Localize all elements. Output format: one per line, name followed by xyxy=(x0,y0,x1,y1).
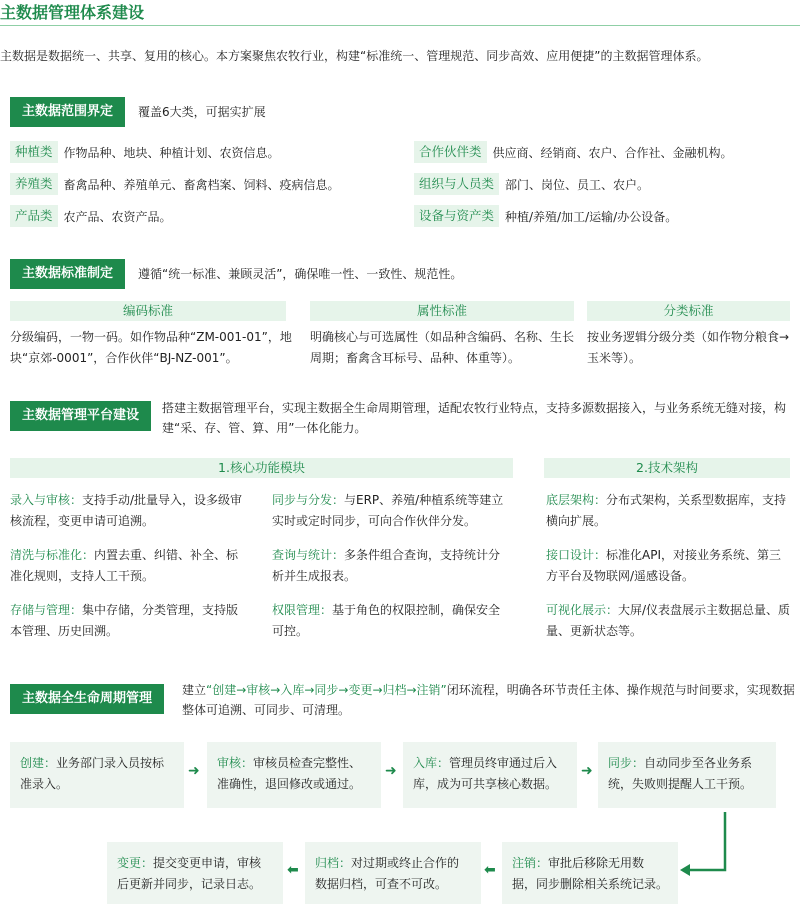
flow-step-review xyxy=(207,742,381,808)
scope-text: 作物品种、地块、种植计划、农资信息。 xyxy=(63,145,280,160)
core-module-item xyxy=(10,490,246,532)
core-module-key: 录入与审核： xyxy=(10,493,83,507)
scope-tag: 产品类 xyxy=(10,205,58,227)
core-module-item xyxy=(272,490,512,532)
arrow-right-icon: ➜ xyxy=(385,763,397,779)
scope-text: 种植/养殖/加工/运输/办公设备。 xyxy=(505,209,678,224)
standard-col-text: 按业务逻辑分级分类（如作物分粮食→玉米等）。 xyxy=(587,330,790,365)
flow-step-value: 自动同步至各业务系统，失败则提醒人工干预。 xyxy=(608,756,753,791)
flow-step-key: 创建： xyxy=(20,756,57,770)
lifecycle-flow: “创建→审核→入库→同步→变更→归档→注销” xyxy=(206,683,447,697)
flow-step-deregister xyxy=(502,842,678,904)
scope-tag: 养殖类 xyxy=(10,173,58,195)
tech-item xyxy=(546,490,792,532)
title-divider xyxy=(0,25,800,26)
standard-col-text: 明确核心与可选属性（如品种含编码、名称、生长周期；畜禽含耳标号、品种、体重等）。 xyxy=(310,330,575,365)
arrow-right-icon: ➜ xyxy=(581,763,593,779)
flow-step-key: 入库： xyxy=(413,756,450,770)
tech-item xyxy=(546,545,792,587)
flow-step-store xyxy=(403,742,577,808)
scope-tag: 合作伙伴类 xyxy=(414,141,487,163)
scope-heading: 主数据范围界定 xyxy=(10,97,125,127)
arrow-right-icon: ➜ xyxy=(188,763,200,779)
standard-desc: 遵循“统一标准、兼顾灵活”，确保唯一性、一致性、规范性。 xyxy=(138,267,463,281)
core-module-key: 权限管理： xyxy=(272,603,333,617)
core-module-value: 支持手动/批量导入，设多级审核流程，变更申请可追溯。 xyxy=(10,493,243,528)
lifecycle-desc-pre: 建立 xyxy=(182,683,207,697)
page-title: 主数据管理体系建设 xyxy=(0,3,145,22)
core-modules-title: 1.核心功能模块 xyxy=(10,458,513,478)
scope-tag: 组织与人员类 xyxy=(414,173,499,195)
scope-desc: 覆盖6大类，可据实扩展 xyxy=(138,105,266,119)
core-module-item xyxy=(10,600,246,642)
tech-key: 可视化展示： xyxy=(546,603,619,617)
flow-step-key: 变更： xyxy=(117,856,154,870)
scope-item xyxy=(10,173,340,195)
flow-step-archive xyxy=(305,842,481,904)
platform-desc: 搭建主数据管理平台，实现主数据全生命周期管理，适配农牧行业特点，支持多源数据接入，与业务系统无缝对接，构建“采、存、管、算、用”一体化能力。 xyxy=(162,401,787,435)
tech-value: 标准化API，对接业务系统、第三方平台及物联网/遥感设备。 xyxy=(546,548,782,583)
arrow-left-icon: ⬅ xyxy=(484,862,496,878)
scope-text: 供应商、经销商、农户、合作社、金融机构。 xyxy=(492,145,733,160)
flow-step-value: 提交变更申请，审核后更新并同步，记录日志。 xyxy=(117,856,262,891)
core-module-key: 清洗与标准化： xyxy=(10,548,95,562)
scope-text: 畜禽品种、养殖单元、畜禽档案、饲料、疫病信息。 xyxy=(63,177,340,192)
intro-text: 主数据是数据统一、共享、复用的核心。本方案聚焦农牧行业，构建“标准统一、管理规范、同步高效、应用便捷”的主数据管理体系。 xyxy=(0,49,709,63)
flow-step-key: 同步： xyxy=(608,756,645,770)
flow-step-value: 审批后移除无用数据，同步删除相关系统记录。 xyxy=(512,856,669,891)
lifecycle-desc xyxy=(182,680,796,720)
lifecycle-heading: 主数据全生命周期管理 xyxy=(10,684,164,714)
core-module-key: 查询与统计： xyxy=(272,548,345,562)
flow-step-value: 业务部门录入员按标准录入。 xyxy=(20,756,165,791)
scope-item xyxy=(10,141,280,163)
core-module-value: 基于角色的权限控制，确保安全可控。 xyxy=(272,603,501,638)
scope-text: 部门、岗位、员工、农户。 xyxy=(505,177,650,192)
flow-step-key: 审核： xyxy=(217,756,254,770)
flow-step-value: 管理员终审通过后入库，成为可共享核心数据。 xyxy=(413,756,558,791)
core-module-value: 集中存储，分类管理，支持版本管理、历史回溯。 xyxy=(10,603,239,638)
flow-step-create xyxy=(10,742,184,808)
flow-step-sync xyxy=(598,742,776,808)
core-module-item xyxy=(272,600,512,642)
scope-item xyxy=(414,173,649,195)
flow-step-key: 归档： xyxy=(315,856,352,870)
tech-value: 大屏/仪表盘展示主数据总量、质量、更新状态等。 xyxy=(546,603,791,638)
flow-step-value: 对过期或终止合作的数据归档，可查不可改。 xyxy=(315,856,460,891)
scope-tag: 种植类 xyxy=(10,141,58,163)
core-module-value: 多条件组合查询，支持统计分析并生成报表。 xyxy=(272,548,501,583)
scope-item xyxy=(10,205,172,227)
tech-value: 分布式架构，关系型数据库，支持横向扩展。 xyxy=(546,493,787,528)
arrow-left-icon: ⬅ xyxy=(287,862,299,878)
scope-tag: 设备与资产类 xyxy=(414,205,499,227)
scope-text: 农产品、农资产品。 xyxy=(63,209,172,224)
core-module-item xyxy=(10,545,246,587)
tech-key: 接口设计： xyxy=(546,548,607,562)
standard-col-text: 分级编码，一物一码。如作物品种“ZM-001-01”，地块“京郊-0001”，合作伙伴“BJ-NZ-001”。 xyxy=(10,330,292,365)
standard-col-title: 属性标准 xyxy=(310,301,574,321)
standard-col-title: 分类标准 xyxy=(587,301,790,321)
core-module-key: 同步与分发： xyxy=(272,493,345,507)
core-module-value: 与ERP、养殖/种植系统等建立实时或定时同步，可向合作伙伴分发。 xyxy=(272,493,504,528)
tech-arch-title: 2.技术架构 xyxy=(544,458,790,478)
flow-step-key: 注销： xyxy=(512,856,549,870)
lifecycle-desc-post: 闭环流程，明确各环节责任主体、操作规范与时间要求，实现数据整体可追溯、可同步、可清理。 xyxy=(182,683,795,717)
tech-item xyxy=(546,600,792,642)
core-module-value: 内置去重、纠错、补全、标准化规则，支持人工干预。 xyxy=(10,548,239,583)
flow-step-value: 审核员检查完整性、准确性，退回修改或通过。 xyxy=(217,756,362,791)
standard-heading: 主数据标准制定 xyxy=(10,259,125,289)
core-module-key: 存储与管理： xyxy=(10,603,83,617)
standard-col-title: 编码标准 xyxy=(10,301,286,321)
scope-item xyxy=(414,141,733,163)
flow-step-change xyxy=(107,842,283,904)
scope-item xyxy=(414,205,677,227)
tech-key: 底层架构： xyxy=(546,493,607,507)
core-module-item xyxy=(272,545,512,587)
platform-heading: 主数据管理平台建设 xyxy=(10,401,151,431)
